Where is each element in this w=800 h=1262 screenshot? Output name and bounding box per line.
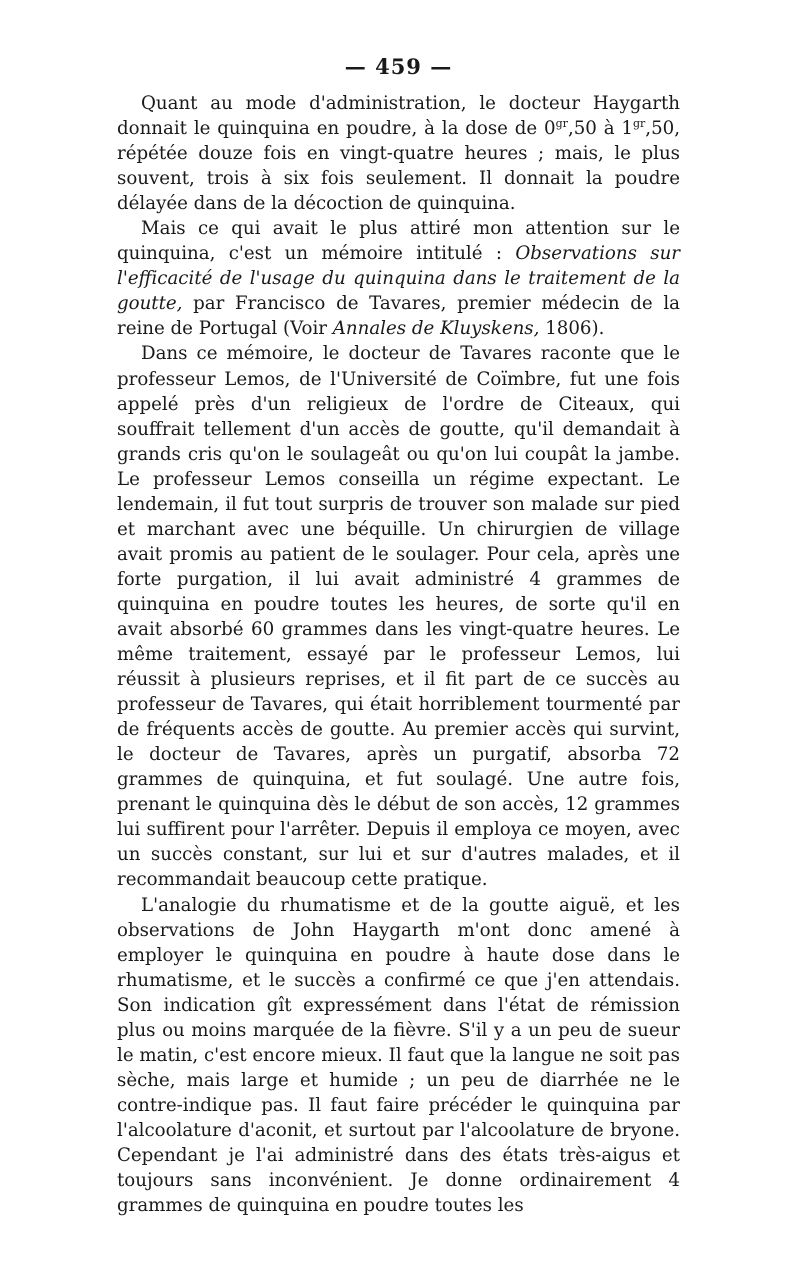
paragraph-3: Dans ce mémoire, le docteur de Tavares raconte que le professeur Lemos, de l'Université de Coïmbre, fut une fois appelé près d'un religieux de l'ordre de Citeaux, qui souffrait tellement d'un accès de goutte, qu'il demandait à grands cris qu'on le soulageât ou qu'on lui coupât la jambe. Le professeur Lemos conseilla un régime expectant. Le lendemain, il fut tout surpris de trouver son malade sur pied et marchant avec une béquille. Un chirurgien de village avait promis au patient de le soulager. Pour cela, après une forte purgation, il lui avait administré 4 grammes de quinquina en poudre toutes les heures, de sorte qu'il en avait absorbé 60 grammes dans les vingt-quatre heures. Le même traitement, essayé par le professeur Lemos, lui réussit à plusieurs reprises, et il fit part de ce succès au professeur de Tavares, qui était horriblement tourmenté par de fréquents accès de goutte. Au premier accès qui survint, le docteur de Tavares, après un purgatif, absorba 72 grammes de quinquina, et fut soulagé. Une autre fois, prenant le quinquina dès le début de son accès, 12 grammes lui suffirent pour l'arrêter. Depuis il employa ce moyen, avec un succès constant, sur lui et sur d'autres malades, et il recommandait beaucoup cette pratique. xyxy=(117,343,680,891)
unit-superscript: gr xyxy=(632,116,646,130)
body-text xyxy=(117,91,680,1218)
paragraph-1 xyxy=(117,91,680,216)
unit-superscript: gr xyxy=(555,116,568,130)
paragraph-1-part-c: ,50, répétée douze fois en vingt-quatre heures ; mais, le plus souvent, trois à six fois seulement. Il donnait la poudre délayée dans de la décoction de quinquina. xyxy=(117,118,680,215)
paragraph-1-part-a: Quant au mode d'administration, le docteur Haygarth donnait le quinquina en poudre, à la dose de 0 xyxy=(117,93,680,140)
paragraph-2-part-a: Mais ce qui avait le plus attiré mon attention sur le quinquina, c'est un mémoire intitulé : xyxy=(117,218,680,265)
memoir-title: Observations sur l'efficacité de l'usage du quinquina dans le traitement de la goutte, xyxy=(117,243,680,315)
paragraph-2-part-c: 1806). xyxy=(539,318,605,340)
paragraph-2-part-b: par Francisco de Tavares, premier médecin de la reine de Portugal (Voir xyxy=(117,293,680,340)
paragraph-4: L'analogie du rhumatisme et de la goutte aiguë, et les observations de John Haygarth m'ont donc amené à employer le quinquina en poudre à haute dose dans le rhumatisme, et le succès a confirmé ce que j'en attendais. Son indication gît expressément dans l'état de rémission plus ou moins marquée de la fièvre. S'il y a un peu de sueur le matin, c'est encore mieux. Il faut que la langue ne soit pas sèche, mais large et humide ; un peu de diarrhée ne le contre-indique pas. Il faut faire précéder le quinquina par l'alcoolature d'aconit, et surtout par l'alcoolature de bryone. Cependant je l'ai administré dans des états très-aigus et toujours sans inconvénient. Je donne ordinairement 4 grammes de quinquina en poudre toutes les xyxy=(117,894,680,1217)
page-number: — 459 — xyxy=(344,54,453,79)
page xyxy=(117,52,680,1218)
journal-reference: Annales de Kluyskens, xyxy=(332,318,540,340)
paragraph-2 xyxy=(117,216,680,341)
paragraph-1-part-b: ,50 à 1 xyxy=(567,118,633,140)
